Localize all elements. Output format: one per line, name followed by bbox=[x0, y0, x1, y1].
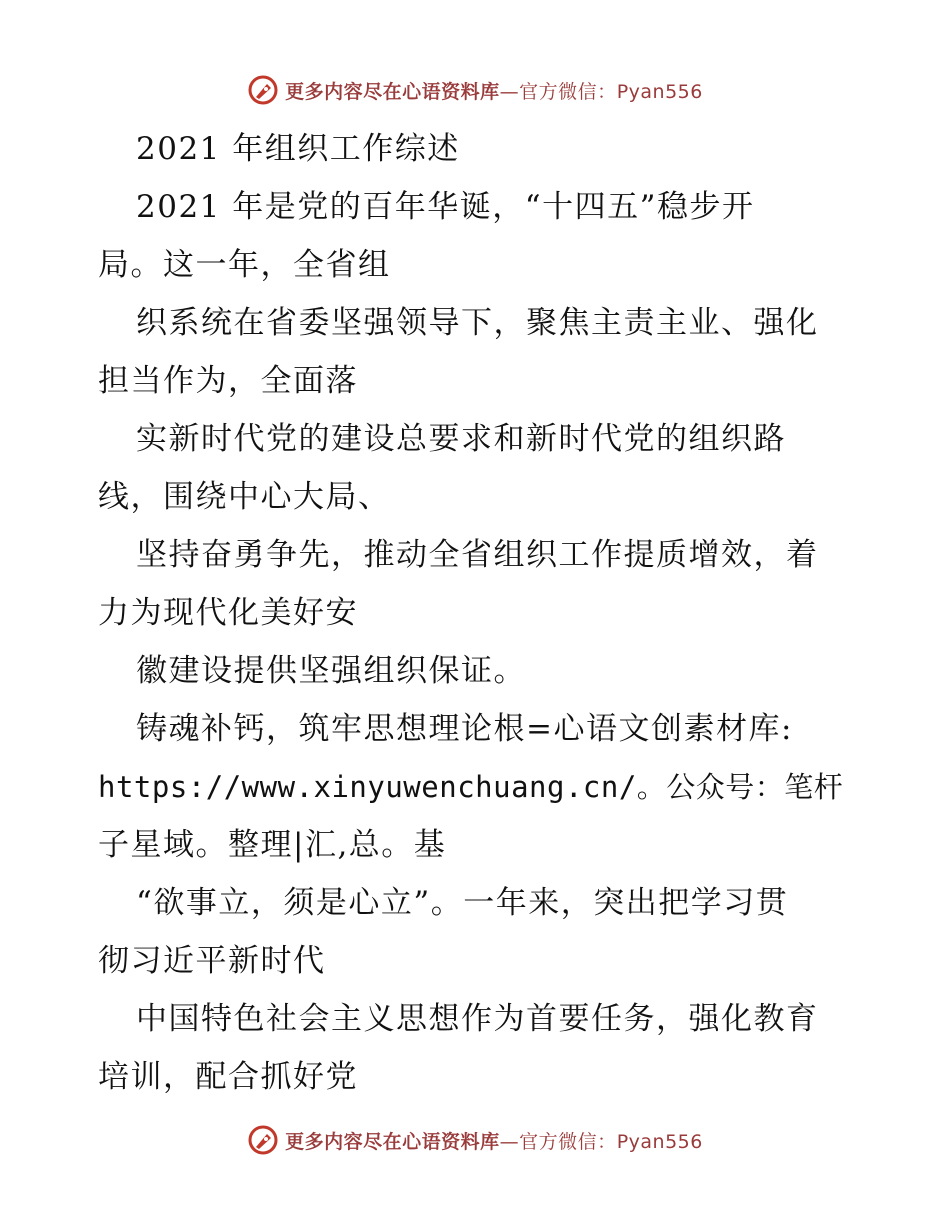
banner-text bbox=[285, 77, 703, 104]
doc-line: 线，围绕中心大局、 bbox=[98, 479, 391, 515]
doc-line: 培训，配合抓好党 bbox=[98, 1059, 358, 1095]
footer-banner bbox=[0, 1120, 950, 1160]
doc-line: 彻习近平新时代 bbox=[98, 943, 326, 979]
banner-wechat-id: Pyan556 bbox=[616, 1130, 703, 1153]
pen-logo-icon bbox=[247, 74, 279, 106]
document-body bbox=[98, 120, 858, 1106]
doc-line: 力为现代化美好安 bbox=[98, 595, 358, 631]
banner-wechat-label: 官方微信： bbox=[519, 1130, 617, 1153]
doc-line-url: https://www.xinyuwenchuang.cn/。公众号：笔杆 bbox=[98, 770, 844, 804]
doc-line: 徽建设提供坚强组织保证。 bbox=[136, 653, 526, 689]
doc-title: 2021 年组织工作综述 bbox=[136, 131, 460, 167]
doc-line: 实新时代党的建设总要求和新时代党的组织路 bbox=[136, 421, 786, 457]
doc-line: 织系统在省委坚强领导下，聚焦主责主业、强化 bbox=[136, 305, 819, 341]
doc-line: “欲事立，须是心立”。一年来，突出把学习贯 bbox=[136, 885, 789, 921]
banner-text bbox=[285, 1127, 703, 1154]
doc-line: 子星域。整理|汇,总。基 bbox=[98, 827, 447, 863]
pen-logo-icon bbox=[247, 1124, 279, 1156]
doc-line: 担当作为，全面落 bbox=[98, 363, 358, 399]
banner-wechat-label: 官方微信： bbox=[519, 80, 617, 103]
doc-line: 2021 年是党的百年华诞，“十四五”稳步开 bbox=[136, 189, 755, 225]
banner-main-text: 更多内容尽在心语资料库 bbox=[285, 1130, 500, 1153]
doc-line: 中国特色社会主义思想作为首要任务，强化教育 bbox=[136, 1001, 819, 1037]
doc-line: 坚持奋勇争先，推动全省组织工作提质增效，着 bbox=[136, 537, 819, 573]
banner-main-text: 更多内容尽在心语资料库 bbox=[285, 80, 500, 103]
banner-dash: — bbox=[499, 1130, 520, 1153]
banner-dash: — bbox=[499, 80, 520, 103]
header-banner bbox=[0, 70, 950, 110]
doc-line: 局。这一年，全省组 bbox=[98, 247, 391, 283]
doc-line: 铸魂补钙，筑牢思想理论根=心语文创素材库: bbox=[136, 711, 793, 747]
banner-wechat-id: Pyan556 bbox=[616, 80, 703, 103]
